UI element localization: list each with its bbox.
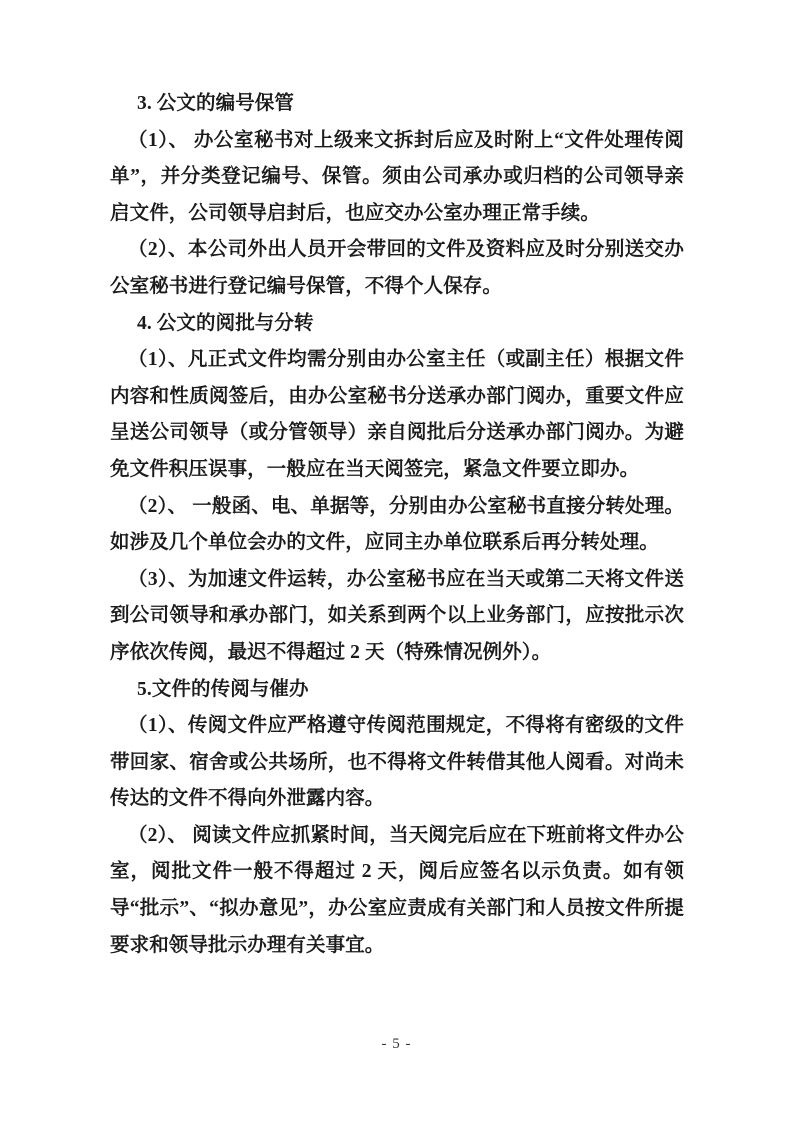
section-5-item-1: （1）、传阅文件应严格遵守传阅范围规定，不得将有密级的文件带回家、宿舍或公共场所，也不得将文件转借其他人阅看。对尚未传达的文件不得向外泄露内容。 <box>110 715 684 810</box>
section-4-item-3: （3）、为加速文件运转，办公室秘书应在当天或第二天将文件送到公司领导和承办部门，如关系到两个以上业务部门，应按批示次序依次传阅，最迟不得超过 2 天（特殊情况例外）。 <box>110 568 684 663</box>
section-heading-5: 5.文件的传阅与催办 <box>137 678 309 700</box>
section-4-item-1: （1）、凡正式文件均需分别由办公室主任（或副主任）根据文件内容和性质阅签后，由办公室秘书分送承办部门阅办，重要文件应呈送公司领导（或分管领导）亲自阅批后分送承办部门阅办。为避免文件积压误事，一般应在当天阅签完，紧急文件要立即办。 <box>110 349 684 480</box>
document-body <box>110 86 684 964</box>
section-3-item-2: （2）、本公司外出人员开会带回的文件及资料应及时分别送交办公室秘书进行登记编号保管，不得个人保存。 <box>110 239 684 297</box>
section-4-item-2: （2）、 一般函、电、单据等，分别由办公室秘书直接分转处理。如涉及几个单位会办的文件，应同主办单位联系后再分转处理。 <box>110 495 684 554</box>
section-5-item-2: （2）、 阅读文件应抓紧时间，当天阅完后应在下班前将文件办公室，阅批文件一般不得超过 2 天，阅后应签名以示负责。如有领导“批示”、“拟办意见”，办公室应责成有关部门和人员按文件所提要求和领导批示办理有关事宜。 <box>110 824 684 956</box>
section-3-item-1: （1）、 办公室秘书对上级来文拆封后应及时附上“文件处理传阅单”，并分类登记编号、保管。须由公司承办或归档的公司领导亲启文件，公司领导启封后，也应交办公室办理正常手续。 <box>110 129 684 224</box>
page-number-footer: - 5 - <box>381 1036 412 1052</box>
section-heading-4: 4. 公文的阅批与分转 <box>137 312 314 334</box>
section-heading-3: 3. 公文的编号保管 <box>137 93 295 114</box>
